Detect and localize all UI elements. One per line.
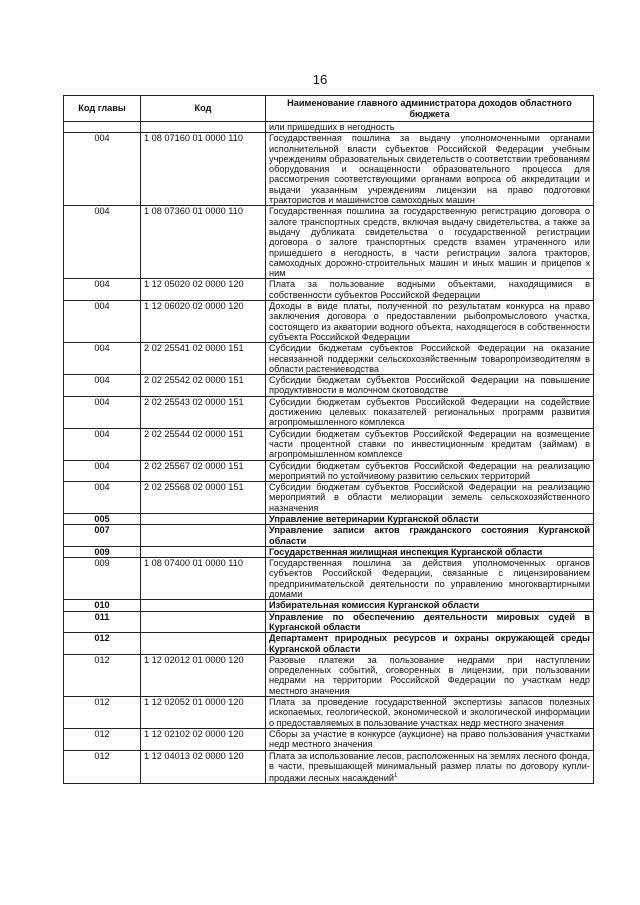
- cell-administrator-name: [266, 558, 594, 600]
- table-row: [64, 728, 594, 750]
- cell-administrator-name: [266, 428, 594, 460]
- cell-chapter-code: 004: [64, 133, 141, 206]
- cell-code: [141, 513, 266, 524]
- cell-administrator-name: [266, 525, 594, 547]
- table-row: [64, 697, 594, 729]
- cell-administrator-name: [266, 122, 594, 133]
- cell-chapter-code: [64, 122, 141, 133]
- cell-chapter-code: 004: [64, 206, 141, 279]
- cell-chapter-code: 007: [64, 525, 141, 547]
- cell-name-text: Субсидии бюджетам субъектов Российской Федерации на содействие достижению целевых показателей региональных программ развития агропромышленного комплекса: [269, 396, 590, 428]
- table-row: [64, 633, 594, 655]
- cell-name-text: Избирательная комиссия Курганской области: [269, 600, 480, 611]
- cell-administrator-name: [266, 206, 594, 279]
- cell-name-text: Государственная пошлина за государственную регистрацию договора о залоге транспортных средств, включая выдачу свидетельства, а также за выдачу дубликата свидетельства о государственной регистрации договора о залоге транспортных средств взамен утраченного или пришедшего в негодность, в части регистрации залога тракторов, самоходных дорожно-строительных машин и иных машин и прицепов к ним: [269, 206, 590, 279]
- cell-name-text: Государственная пошлина за действия уполномоченных органов субъектов Российской Федерации, связанные с лицензированием предпринимательской деятельности по управлению многоквартирными домами: [269, 558, 590, 600]
- table-row: [64, 611, 594, 633]
- cell-chapter-code: 004: [64, 301, 141, 343]
- table-row: [64, 301, 594, 343]
- header-code: Код: [141, 96, 266, 122]
- cell-code: 1 08 07400 01 0000 110: [141, 558, 266, 600]
- cell-chapter-code: 012: [64, 728, 141, 750]
- cell-code: 2 02 25542 02 0000 151: [141, 375, 266, 397]
- cell-code: 2 02 25567 02 0000 151: [141, 460, 266, 482]
- cell-name-text: Разовые платежи за пользование недрами при наступлении определенных событий, оговоренных в лицензии, при пользовании недрами на территории Российской Федерации по участкам недр местного значения: [269, 654, 590, 696]
- table-row: [64, 525, 594, 547]
- cell-administrator-name: [266, 133, 594, 206]
- cell-code: [141, 122, 266, 133]
- cell-code: 2 02 25543 02 0000 151: [141, 396, 266, 428]
- cell-code: 1 12 04013 02 0000 120: [141, 750, 266, 784]
- cell-chapter-code: 004: [64, 343, 141, 375]
- cell-name-text: Субсидии бюджетам субъектов Российской Федерации на реализацию мероприятий по устойчивому развитию сельских территорий: [269, 460, 590, 481]
- cell-administrator-name: [266, 697, 594, 729]
- cell-name-text: Субсидии бюджетам субъектов Российской Федерации на оказание несвязанной поддержки сельскохозяйственным товаропроизводителям в области растениеводства: [269, 343, 590, 374]
- cell-name-text: Сборы за участие в конкурсе (аукционе) на право пользования участками недр местного значения: [269, 728, 590, 750]
- cell-chapter-code: 004: [64, 375, 141, 397]
- cell-chapter-code: 005: [64, 513, 141, 524]
- header-administrator-name: Наименование главного администратора доходов областного бюджета: [266, 96, 594, 122]
- table-body: [64, 122, 594, 784]
- table-row: [64, 460, 594, 482]
- cell-code: [141, 546, 266, 557]
- table-row: [64, 428, 594, 460]
- cell-code: 1 12 05020 02 0000 120: [141, 279, 266, 301]
- cell-administrator-name: [266, 546, 594, 557]
- table-row: [64, 396, 594, 428]
- cell-chapter-code: 010: [64, 600, 141, 611]
- cell-administrator-name: [266, 343, 594, 375]
- table-row: [64, 600, 594, 611]
- cell-administrator-name: [266, 728, 594, 750]
- cell-code: 1 12 02012 01 0000 120: [141, 654, 266, 696]
- cell-chapter-code: 012: [64, 633, 141, 655]
- cell-administrator-name: [266, 279, 594, 301]
- cell-name-text: Субсидии бюджетам субъектов Российской Федерации на возмещение части процентной ставки по инвестиционным кредитам (займам) в агропромышленном комплексе: [269, 428, 590, 460]
- table-row: [64, 279, 594, 301]
- table-row: [64, 206, 594, 279]
- footnote-marker: 1: [394, 773, 398, 780]
- cell-chapter-code: 012: [64, 750, 141, 784]
- cell-name-text: Субсидии бюджетам субъектов Российской Федерации на повышение продуктивности в молочном скотоводстве: [269, 375, 590, 396]
- cell-administrator-name: [266, 633, 594, 655]
- cell-name-text: Плата за проведение государственной экспертизы запасов полезных ископаемых, геологической, экономической и экологической информации о предоставляемых в пользование участках недр местного значения: [269, 697, 590, 728]
- cell-code: [141, 525, 266, 547]
- cell-name-text: Плата за использование лесов, расположенных на землях лесного фонда, в части, превышающей минимальный размер платы по договору купли-продажи лесных насаждений: [269, 750, 590, 784]
- cell-code: 1 12 06020 02 0000 120: [141, 301, 266, 343]
- cell-code: 1 12 02052 01 0000 120: [141, 697, 266, 729]
- cell-chapter-code: 004: [64, 279, 141, 301]
- table-row: [64, 546, 594, 557]
- table-row: [64, 558, 594, 600]
- cell-code: 1 08 07360 01 0000 110: [141, 206, 266, 279]
- cell-name-text: Управление записи актов гражданского состояния Курганской области: [269, 525, 590, 546]
- cell-name-text: Государственная пошлина за выдачу уполномоченными органами исполнительной власти субъектов Российской Федерации учебным учреждениям образовательных свидетельств о соответствии требованиям оборудования и оснащенности образовательного процесса для рассмотрения соответствующими органами вопроса об аккредитации и выдачи указанным учреждениям лицензии на право подготовки трактористов и машинистов самоходных машин: [269, 133, 590, 206]
- cell-administrator-name: [266, 750, 594, 784]
- table-row: [64, 654, 594, 696]
- cell-chapter-code: 012: [64, 697, 141, 729]
- cell-chapter-code: 004: [64, 428, 141, 460]
- cell-administrator-name: [266, 482, 594, 514]
- cell-administrator-name: [266, 611, 594, 633]
- cell-code: 2 02 25568 02 0000 151: [141, 482, 266, 514]
- table-row: [64, 750, 594, 784]
- cell-chapter-code: 004: [64, 482, 141, 514]
- cell-administrator-name: [266, 460, 594, 482]
- cell-name-text: Управление по обеспечению деятельности мировых судей в Курганской области: [269, 611, 590, 632]
- cell-chapter-code: 009: [64, 546, 141, 557]
- cell-chapter-code: 004: [64, 460, 141, 482]
- cell-code: [141, 633, 266, 655]
- cell-name-text: Доходы в виде платы, полученной по результатам конкурса на право заключения договора о предоставлении рыбопромыслового участка, состоящего из акватории водного объекта, находящегося в собственности субъекта Российской Федерации: [269, 301, 590, 342]
- table-row: [64, 482, 594, 514]
- cell-administrator-name: [266, 654, 594, 696]
- table-row: [64, 122, 594, 133]
- cell-administrator-name: [266, 396, 594, 428]
- cell-chapter-code: 012: [64, 654, 141, 696]
- table-row: [64, 343, 594, 375]
- cell-name-text: Государственная жилищная инспекция Курганской области: [269, 546, 543, 557]
- cell-code: [141, 600, 266, 611]
- table-row: [64, 513, 594, 524]
- cell-name-text: или пришедших в негодность: [269, 122, 395, 132]
- cell-name-text: Управление ветеринарии Курганской области: [269, 513, 479, 524]
- cell-chapter-code: 004: [64, 396, 141, 428]
- cell-name-text: Департамент природных ресурсов и охраны окружающей среды Курганской области: [269, 633, 590, 654]
- cell-administrator-name: [266, 301, 594, 343]
- cell-code: 2 02 25541 02 0000 151: [141, 343, 266, 375]
- table-row: [64, 133, 594, 206]
- header-chapter-code: Код главы: [64, 96, 141, 122]
- cell-administrator-name: [266, 375, 594, 397]
- page-number: 16: [312, 72, 328, 87]
- cell-administrator-name: [266, 513, 594, 524]
- revenue-administrators-table: [63, 95, 594, 784]
- cell-name-text: Субсидии бюджетам субъектов Российской Федерации на реализацию мероприятий в области мелиорации земель сельскохозяйственного назначения: [269, 482, 590, 513]
- table-header-row: [64, 96, 594, 122]
- cell-code: 1 12 02102 02 0000 120: [141, 728, 266, 750]
- cell-code: 1 08 07160 01 0000 110: [141, 133, 266, 206]
- cell-name-text: Плата за пользование водными объектами, находящимися в собственности субъектов Российской Федерации: [269, 279, 590, 300]
- cell-code: 2 02 25544 02 0000 151: [141, 428, 266, 460]
- cell-chapter-code: 009: [64, 558, 141, 600]
- cell-chapter-code: 011: [64, 611, 141, 633]
- table-row: [64, 375, 594, 397]
- cell-code: [141, 611, 266, 633]
- cell-administrator-name: [266, 600, 594, 611]
